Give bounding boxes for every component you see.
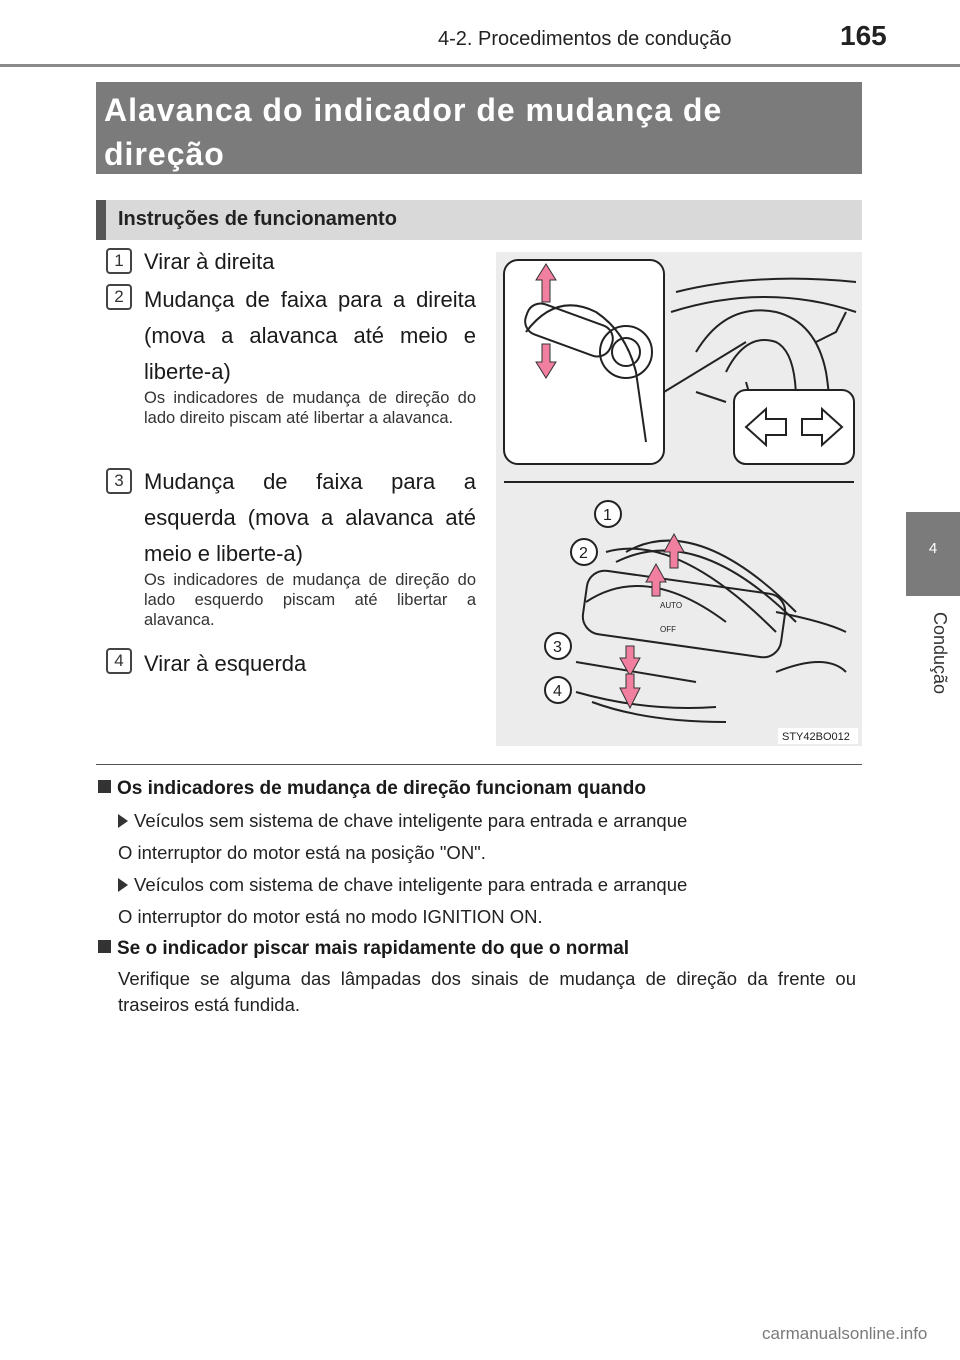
section-divider: [96, 764, 862, 765]
square-bullet-icon: [98, 780, 111, 793]
lever-auto-label: AUTO: [660, 601, 683, 610]
note-bullet: [118, 874, 687, 896]
note-paragraph: O interruptor do motor está no modo IGNITION ON.: [118, 906, 543, 927]
note-paragraph: Verifique se alguma das lâmpadas dos sinais de mudança de direção da frente ou traseiros está fundida.: [118, 968, 856, 1015]
callout-3-label: 3: [553, 639, 562, 656]
item-number-badge: 1: [106, 248, 132, 274]
note-bullet-text: Veículos sem sistema de chave inteligente para entrada e arranque: [134, 810, 688, 831]
section-breadcrumb: 4-2. Procedimentos de condução: [438, 28, 732, 50]
callout-2-label: 2: [579, 545, 588, 562]
watermark: carmanualsonline.info: [762, 1324, 928, 1343]
item-number-badge: 3: [106, 468, 132, 494]
chapter-label: Condução: [930, 612, 950, 695]
square-bullet-icon: [98, 940, 111, 953]
item-note: Os indicadores de mudança de direção do lado esquerdo piscam até libertar a alavanca.: [144, 571, 476, 629]
note-heading: [98, 778, 646, 800]
callout-1-label: 1: [603, 507, 612, 524]
note-heading: [98, 938, 629, 960]
note-heading-text: Se o indicador piscar mais rapidamente do que o normal: [117, 938, 630, 959]
illustration-code: STY42BO012: [782, 731, 850, 743]
lever-off-label: OFF: [660, 625, 676, 634]
arrow-turn-right-icon: [664, 534, 684, 568]
item-note: Os indicadores de mudança de direção do lado direito piscam até libertar a alavanca.: [144, 389, 476, 427]
item-text: Mudança de faixa para a esquerda (mova a alavanca até meio e liberte-a): [144, 469, 476, 566]
note-paragraph: O interruptor do motor está na posição "ON".: [118, 842, 486, 863]
lower-lever-drawing: [576, 541, 846, 722]
title-banner: [96, 82, 862, 174]
callout-connector: [664, 342, 746, 392]
item-text: Virar à esquerda: [144, 651, 307, 676]
page-number: 165: [840, 20, 887, 51]
triangle-bullet-icon: [118, 814, 128, 828]
item-number-badge: 4: [106, 648, 132, 674]
chapter-tab: [906, 512, 960, 596]
header-divider: [0, 64, 960, 67]
note-bullet-text: Veículos com sistema de chave inteligente para entrada e arranque: [134, 874, 688, 895]
chapter-number: 4: [928, 540, 938, 557]
item-number-badge: 2: [106, 284, 132, 310]
section-subheader: [96, 200, 862, 240]
note-heading-text: Os indicadores de mudança de direção funcionam quando: [117, 778, 646, 799]
lever-illustration: [496, 252, 862, 746]
illustration-svg: [496, 252, 862, 746]
lever-inset-box: [504, 260, 664, 464]
arrow-lane-right-icon: [646, 564, 666, 596]
note-bullet: [118, 810, 687, 832]
callout-4-label: 4: [553, 683, 562, 700]
item-text: Mudança de faixa para a direita (mova a alavanca até meio e liberte-a): [144, 287, 476, 384]
subheader-title: Instruções de funcionamento: [118, 208, 397, 230]
triangle-bullet-icon: [118, 878, 128, 892]
item-text: Virar à direita: [144, 249, 275, 274]
page-title: Alavanca do indicador de mudança de direção: [104, 92, 723, 172]
